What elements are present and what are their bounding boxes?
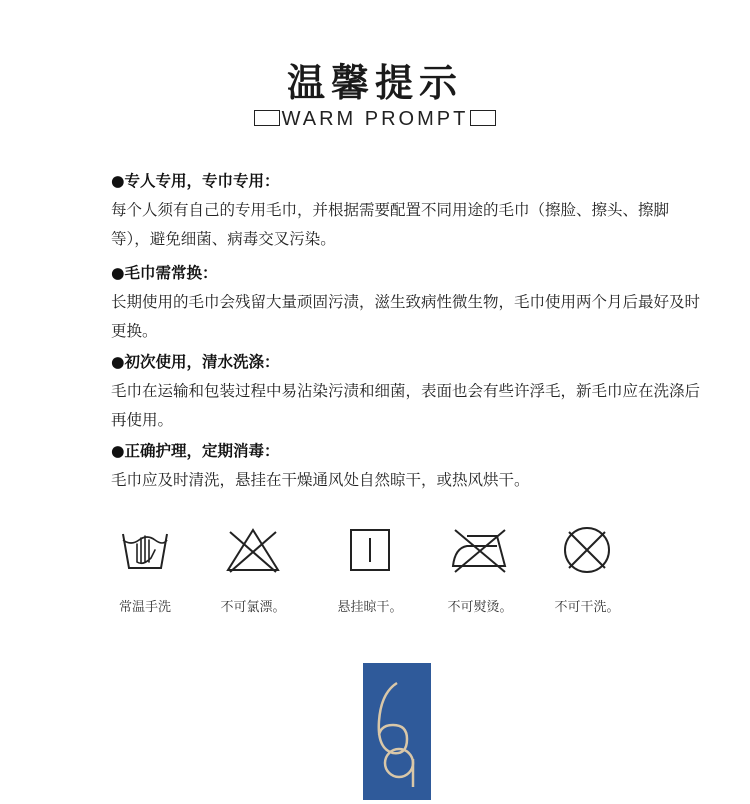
- no-dry-clean-icon: [557, 522, 617, 578]
- care-item-no-bleach: [198, 522, 308, 615]
- no-iron-icon: [447, 522, 513, 578]
- brand-logo-block: [363, 663, 431, 800]
- care-label: 不可干洗。: [554, 600, 620, 615]
- tip-body: 毛巾应及时清洗，悬挂在干燥通风处自然晾干，或热风烘干。: [111, 471, 530, 489]
- tip-body: 长期使用的毛巾会残留大量顽固污渍，滋生致病性微生物，毛巾使用两个月后最好及时更换。: [111, 293, 701, 340]
- subtitle-text: WARM PROMPT: [281, 108, 469, 130]
- care-item-no-dry-clean: [532, 522, 642, 615]
- right-bracket-box: [470, 110, 496, 126]
- care-label: 不可熨烫。: [447, 600, 513, 615]
- care-item-no-iron: [425, 522, 535, 615]
- tip-body: 毛巾在运输和包装过程中易沾染污渍和细菌，表面也会有些许浮毛，新毛巾应在洗涤后再使用。: [111, 382, 701, 429]
- tip-heading: ●专人专用，专巾专用：: [111, 172, 280, 190]
- care-label: 不可氯漂。: [220, 600, 286, 615]
- left-bracket-box: [254, 110, 280, 126]
- page-subtitle: [0, 108, 750, 131]
- tip-heading: ●毛巾需常换：: [111, 264, 218, 282]
- tip-body: 每个人须有自己的专用毛巾，并根据需要配置不同用途的毛巾（擦脸、擦头、擦脚等），避免细菌、病毒交叉污染。: [111, 201, 670, 248]
- care-item-line-dry: [315, 522, 425, 615]
- tip-section-dedicated: [111, 170, 701, 254]
- page-title: 温馨提示: [286, 61, 463, 105]
- care-icons-row: [110, 522, 670, 615]
- hand-wash-icon: [117, 522, 173, 578]
- care-item-hand-wash: [90, 522, 200, 615]
- line-dry-icon: [342, 522, 398, 578]
- care-label: 悬挂晾干。: [337, 600, 403, 615]
- no-bleach-icon: [222, 522, 284, 578]
- tip-section-first-use: [111, 351, 701, 435]
- tip-section-care: [111, 440, 701, 495]
- care-label: 常温手洗: [118, 600, 171, 615]
- tip-section-replace: [111, 262, 701, 346]
- brand-logo-icon: [363, 663, 431, 800]
- tip-heading: ●初次使用，清水洗涤：: [111, 353, 280, 371]
- tip-heading: ●正确护理，定期消毒：: [111, 442, 280, 460]
